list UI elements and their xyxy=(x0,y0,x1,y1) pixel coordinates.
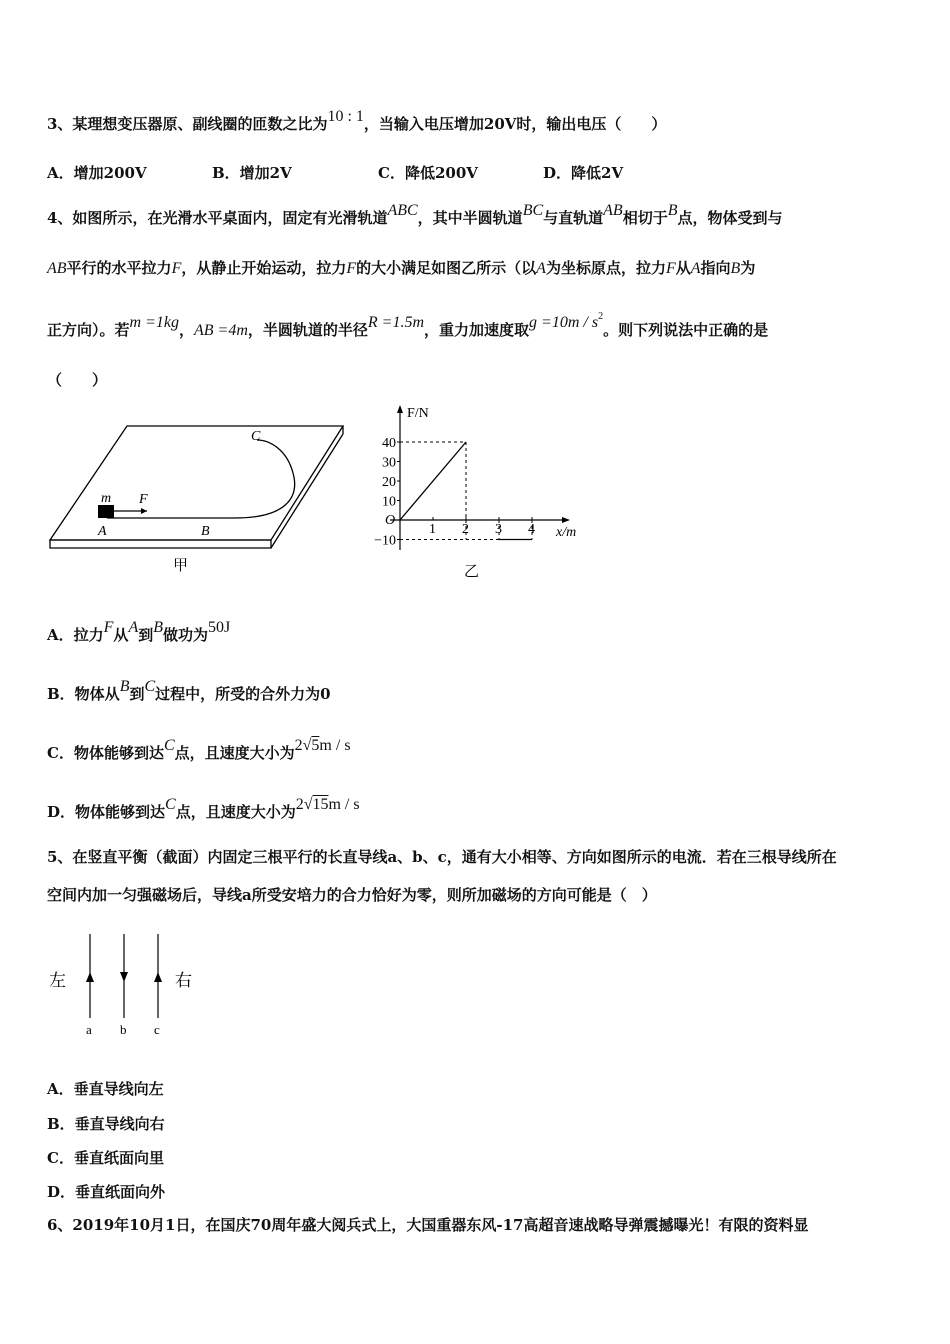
q5-stem-line1: 5、在竖直平衡（截面）内固定三根平行的长直导线a、b、c，通有大小相等、方向如图所示的电流．若在三根导线所在 xyxy=(47,848,837,866)
label-left: 左 xyxy=(49,971,66,990)
table-edge xyxy=(50,540,271,548)
series-line-ramp xyxy=(400,442,466,520)
x-tick-label: 2 xyxy=(462,522,469,537)
label-m: m xyxy=(101,491,112,506)
y-tick-label: 40 xyxy=(382,436,396,451)
q4-option-d: D．物体能够到达C点，且速度大小为2√15m / s xyxy=(47,796,360,821)
q4-stem-line3: 正方向）。若m =1kg，AB =4m，半圆轨道的半径R =1.5m，重力加速度取$g =10m / s^2$。则下列说法中正确的是 xyxy=(47,311,769,339)
q5-figure-wires xyxy=(45,928,205,1040)
q5-stem-line2: 空间内加一匀强磁场后，导线a所受安培力的合力恰好为零，则所加磁场的方向可能是（ ） xyxy=(47,886,657,904)
q5-option-c: C．垂直纸面向里 xyxy=(47,1149,164,1167)
q3-stem: 3、某理想变压器原、副线圈的匝数之比为10 : 1，当输入电压增加20V时，输出电压（ ） xyxy=(47,108,667,133)
q4-option-c: C．物体能够到达C点，且速度大小为2√5m / s xyxy=(47,737,351,762)
q4-option-a: A．拉力F从A到B做功为50J xyxy=(47,619,231,644)
caption-yi: 乙 xyxy=(464,564,480,580)
y-tick-label: 10 xyxy=(382,494,396,510)
table-top xyxy=(50,426,343,540)
q4-stem-line1: 4、如图所示，在光滑水平桌面内，固定有光滑轨道ABC，其中半圆轨道BC与直轨道AB相切于B点，物体受到与 xyxy=(47,202,783,227)
q3-option-c: C．降低200V xyxy=(378,164,478,182)
q5-option-b: B．垂直导线向右 xyxy=(47,1115,165,1133)
track-path xyxy=(107,440,295,518)
x-tick-label: 3 xyxy=(495,522,502,537)
q3-ratio: 10 : 1 xyxy=(327,108,364,125)
q4-option-b: B．物体从B到C过程中，所受的合外力为0 xyxy=(47,678,331,703)
wire-a-arrow-up xyxy=(86,972,94,982)
wire-b-arrow-down xyxy=(120,972,128,982)
y-tick-label: 20 xyxy=(382,475,396,490)
q4-stem-line2: AB平行的水平拉力F，从静止开始运动，拉力F的大小满足如图乙所示（以A为坐标原点，拉力F从A指向B为 xyxy=(47,259,756,277)
y-tick-label: 30 xyxy=(382,455,396,471)
q4-figure-jia xyxy=(45,418,345,578)
x-axis-label: x/m xyxy=(556,525,577,540)
q4-blank: （ ） xyxy=(47,371,108,389)
label-b: b xyxy=(120,1022,127,1037)
block-m xyxy=(98,505,114,518)
q3-option-d: D．降低2V xyxy=(543,164,624,182)
q3-option-a: A．增加200V xyxy=(47,164,147,182)
label-f: F xyxy=(139,492,148,507)
origin-label: O xyxy=(385,513,396,528)
x-tick-label: 4 xyxy=(528,522,535,537)
q4-chart-yi xyxy=(360,400,600,585)
x-tick-label: 1 xyxy=(429,522,436,537)
y-tick-label: −10 xyxy=(374,533,396,549)
q6-stem-line1: 6、2019年10月1日，在国庆70周年盛大阅兵式上，大国重器东风-17高超音速战略导弹震撼曝光！有限的资料显 xyxy=(47,1216,809,1234)
label-a: A xyxy=(98,524,107,539)
q5-option-d: D．垂直纸面向外 xyxy=(47,1183,166,1201)
q3-option-b: B．增加2V xyxy=(212,164,292,182)
caption-jia: 甲 xyxy=(173,558,189,574)
q5-option-a: A．垂直导线向左 xyxy=(47,1080,164,1098)
label-b: B xyxy=(201,524,210,539)
label-a: a xyxy=(86,1022,92,1037)
label-c: C xyxy=(251,429,261,444)
label-c: c xyxy=(154,1022,160,1037)
wire-c-arrow-up xyxy=(154,972,162,982)
y-axis-label: F/N xyxy=(407,406,429,421)
label-right: 右 xyxy=(175,971,192,990)
